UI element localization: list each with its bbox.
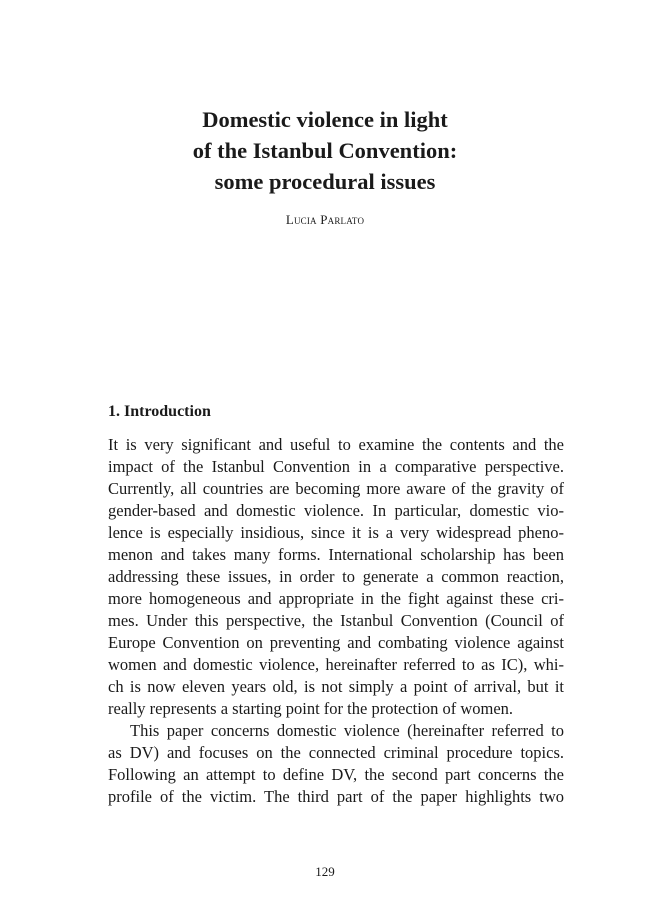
text-line: It is very significant and useful to examine the contents and the: [108, 435, 564, 454]
title-line: some procedural issues: [214, 169, 436, 194]
body-text: [108, 434, 564, 808]
paragraph-1: [108, 434, 564, 720]
text-line: profile of the victim. The third part of the paper highlights two: [108, 787, 564, 806]
text-line: Europe Convention on preventing and combating violence against: [108, 633, 564, 652]
text-line: gender-based and domestic violence. In particular, domestic vio-: [108, 501, 564, 520]
author-name: Lucia Parlato: [285, 212, 365, 227]
text-line: as DV) and focuses on the connected criminal procedure topics.: [108, 743, 564, 762]
text-line: women and domestic violence, hereinafter referred to as IC), whi-: [108, 655, 564, 674]
text-line: more homogeneous and appropriate in the fight against these cri-: [108, 589, 564, 608]
paragraph-2: [108, 720, 564, 808]
text-line: Currently, all countries are becoming more aware of the gravity of: [108, 479, 564, 498]
text-line: lence is especially insidious, since it is a very widespread pheno-: [108, 523, 564, 542]
title-line: Domestic violence in light: [202, 107, 448, 132]
title-line: of the Istanbul Convention:: [192, 138, 458, 163]
text-line: menon and takes many forms. International scholarship has been: [108, 545, 564, 564]
text-line: really represents a starting point for the protection of women.: [108, 699, 514, 718]
text-line: impact of the Istanbul Convention in a comparative perspective.: [108, 457, 564, 476]
text-line: addressing these issues, in order to generate a common reaction,: [108, 567, 564, 586]
text-line: mes. Under this perspective, the Istanbul Convention (Council of: [108, 611, 564, 630]
page-number: 129: [315, 864, 335, 879]
paper-title: [0, 104, 650, 197]
text-line: Following an attempt to define DV, the second part concerns the: [108, 765, 564, 784]
text-line: ch is now eleven years old, is not simply a point of arrival, but it: [108, 677, 564, 696]
text-line: This paper concerns domestic violence (hereinafter referred to: [130, 721, 564, 740]
section-heading: 1. Introduction: [108, 403, 211, 420]
